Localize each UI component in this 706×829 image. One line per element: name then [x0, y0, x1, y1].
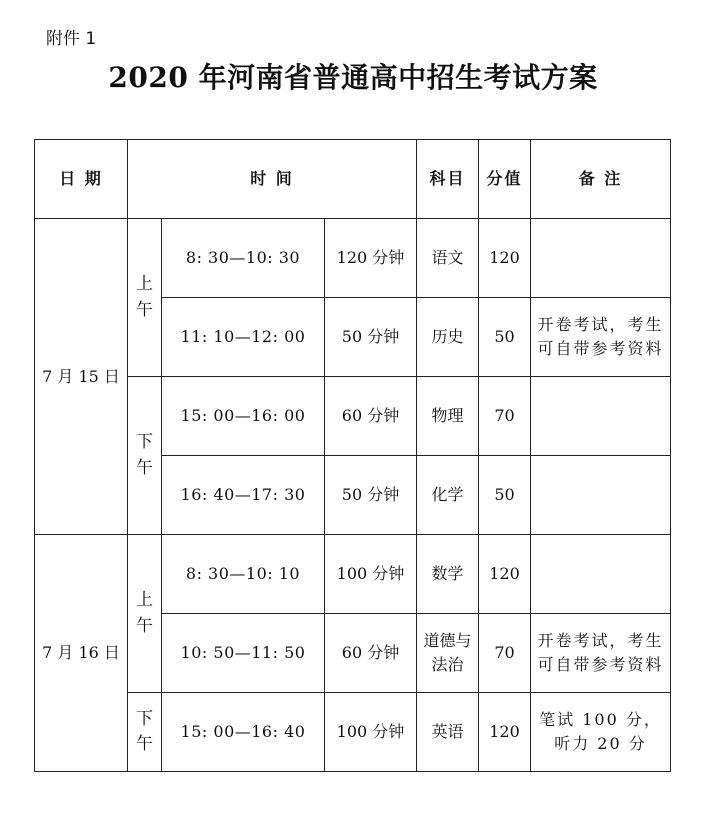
score: 120	[479, 219, 531, 298]
note: 笔试 100 分，听力 20 分	[531, 693, 671, 772]
time-range: 8: 30—10: 30	[162, 219, 325, 298]
time-range: 11: 10—12: 00	[162, 298, 325, 377]
subject: 化学	[417, 456, 479, 535]
half-day-cell	[128, 377, 162, 535]
time-range: 8: 30—10: 10	[162, 535, 325, 614]
header-date: 日 期	[35, 140, 128, 219]
table-row	[35, 693, 671, 772]
half-day-label: 下午	[136, 708, 153, 754]
subject: 道德与法治	[417, 614, 479, 693]
score: 70	[479, 377, 531, 456]
half-day-cell	[128, 535, 162, 693]
time-range: 15: 00—16: 40	[162, 693, 325, 772]
table-row	[35, 535, 671, 614]
duration: 60 分钟	[325, 377, 417, 456]
exam-schedule-table	[34, 139, 671, 772]
header-subject: 科目	[417, 140, 479, 219]
subject: 数学	[417, 535, 479, 614]
duration: 60 分钟	[325, 614, 417, 693]
score: 50	[479, 298, 531, 377]
date-cell: 7 月 15 日	[35, 219, 128, 535]
note	[531, 219, 671, 298]
subject: 语文	[417, 219, 479, 298]
score: 120	[479, 693, 531, 772]
header-time: 时 间	[128, 140, 417, 219]
time-range: 15: 00—16: 00	[162, 377, 325, 456]
header-row	[35, 140, 671, 219]
time-range: 10: 50—11: 50	[162, 614, 325, 693]
table-row	[35, 377, 671, 456]
table-row	[35, 219, 671, 298]
date-cell: 7 月 16 日	[35, 535, 128, 772]
duration: 100 分钟	[325, 693, 417, 772]
score: 50	[479, 456, 531, 535]
duration: 120 分钟	[325, 219, 417, 298]
half-day-label: 上午	[136, 274, 153, 320]
note	[531, 456, 671, 535]
subject: 历史	[417, 298, 479, 377]
note: 开卷考试，考生可自带参考资料	[531, 298, 671, 377]
half-day-cell	[128, 219, 162, 377]
note	[531, 535, 671, 614]
half-day-label: 下午	[136, 432, 153, 478]
duration: 100 分钟	[325, 535, 417, 614]
subject: 英语	[417, 693, 479, 772]
header-score: 分值	[479, 140, 531, 219]
duration: 50 分钟	[325, 298, 417, 377]
subject: 物理	[417, 377, 479, 456]
time-range: 16: 40—17: 30	[162, 456, 325, 535]
attachment-label: 附件 1	[46, 29, 97, 49]
duration: 50 分钟	[325, 456, 417, 535]
score: 120	[479, 535, 531, 614]
note: 开卷考试，考生可自带参考资料	[531, 614, 671, 693]
half-day-label: 上午	[136, 590, 153, 636]
note	[531, 377, 671, 456]
header-note: 备 注	[531, 140, 671, 219]
score: 70	[479, 614, 531, 693]
half-day-cell	[128, 693, 162, 772]
page-title: 2020 年河南省普通高中招生考试方案	[108, 61, 598, 94]
